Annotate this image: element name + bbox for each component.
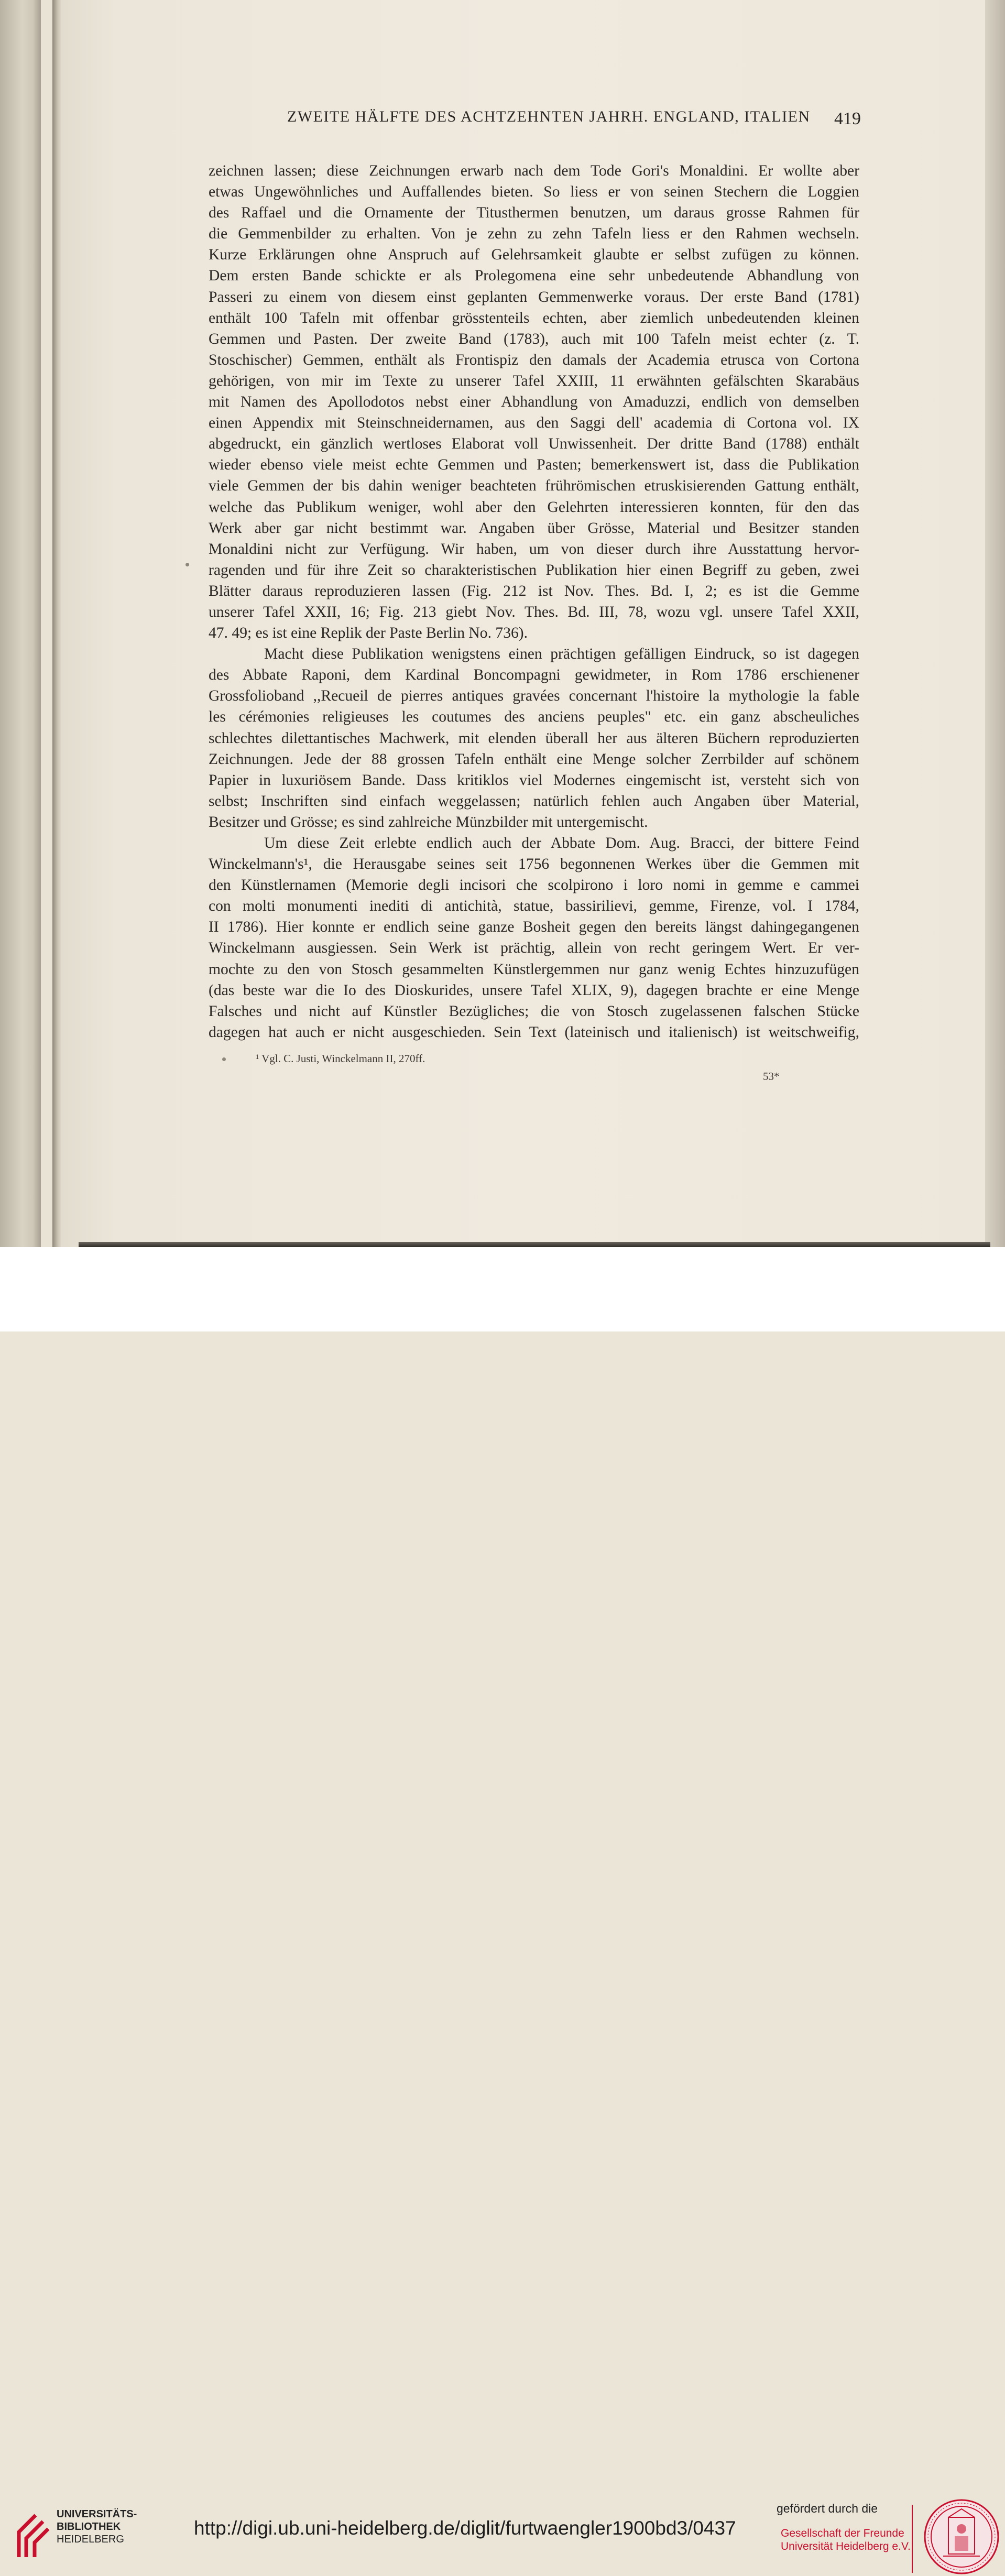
scanned-spread xyxy=(0,0,1005,1247)
text-line: Winckelmann ausgiessen. Sein Werk ist prächtig, allein von recht geringem Wert. Er ver- xyxy=(209,940,859,957)
text-line: ragenden und für ihre Zeit so charakteristischen Publikation hier einen Begriff zu geben, zwei xyxy=(209,561,859,578)
signature-mark: 53* xyxy=(763,1070,780,1083)
text-line: viele Gemmen der bis dahin weniger beachteten frührömischen etruskisierenden Gattung enthält, xyxy=(209,477,859,495)
text-line: schlechtes dilettantisches Machwerk, mit elenden überall her aus älteren Büchern reproduzierten xyxy=(209,729,859,747)
text-line: Gemmen und Pasten. Der zweite Band (1783), auch mit 100 Tafeln meist echter (z. T. xyxy=(209,330,859,347)
permalink-url[interactable]: http://digi.ub.uni-heidelberg.de/diglit/furtwaengler1900bd3/0437 xyxy=(194,2517,736,2539)
text-line: les cérémonies religieuses les coutumes des anciens peuples" etc. ein ganz abscheuliches xyxy=(209,708,859,726)
sponsor-name[interactable] xyxy=(781,2527,911,2553)
sponsor-name-line: Universität Heidelberg e.V. xyxy=(781,2540,911,2552)
page-bottom-edge xyxy=(79,1242,990,1247)
text-line: Blätter daraus reproduzieren lassen (Fig. 212 ist Nov. Thes. Bd. I, 2; es ist die Gemme xyxy=(209,582,859,599)
library-name-line: BIBLIOTHEK xyxy=(57,2521,121,2533)
library-name-line: UNIVERSITÄTS- xyxy=(57,2508,137,2520)
text-line: unserer Tafel XXII, 16; Fig. 213 giebt Nov. Thes. Bd. III, 78, wozu vgl. unsere Tafel XXII, xyxy=(209,603,859,620)
text-line: enthält 100 Tafeln mit offenbar grösstenteils echten, aber ziemlich unbedeutenden kleinen xyxy=(209,309,859,326)
text-line: Besitzer und Grösse; es sind zahlreiche Münzbilder mit untergemischt. xyxy=(209,813,648,831)
body-text xyxy=(209,160,859,1064)
text-line: mochte zu den von Stosch gesammelten Künstlergemmen nur ganz wenig Echtes hinzuzufügen xyxy=(209,960,859,978)
text-line: Papier in luxuriösem Bande. Dass kritiklos viel Modernes eingemischt ist, versteht sich von xyxy=(209,771,859,789)
text-line: (das beste war die Io des Dioskurides, unsere Tafel XLIX, 9), dagegen brachte er eine Menge xyxy=(209,981,859,999)
text-line: Passeri zu einem von diesem einst geplanten Gemmenwerke voraus. Der erste Band (1781) xyxy=(209,288,859,305)
text-line: Dem ersten Bande schickte er als Prolegomena eine sehr unbedeutende Abhandlung von xyxy=(209,267,859,285)
text-line: Grossfolioband ,,Recueil de pierres antiques gravées concernant l'histoire la mythologie la fable xyxy=(209,687,859,705)
text-line: abgedruckt, ein gänzlich wertloses Elaborat voll Unwissenheit. Der dritte Band (1788) enthält xyxy=(209,435,859,453)
page-right-edge xyxy=(985,0,1005,1247)
university-seal-icon[interactable] xyxy=(922,2497,1001,2576)
text-line: etwas Ungewöhnliches und Auffallendes bieten. So liess er von seinen Stechern die Loggien xyxy=(209,183,859,201)
text-line: 47. 49; es ist eine Replik der Paste Berlin No. 736). xyxy=(209,625,528,642)
text-line: Falsches und nicht auf Künstler Bezügliches; die von Stosch zugelassenen falschen Stücke xyxy=(209,1002,859,1020)
text-line: welche das Publikum weniger, wohl aber den Gelehrten interessieren konnten, für den das xyxy=(209,498,859,516)
text-line: Winckelmann's¹, die Herausgabe seines seit 1756 begonnenen Werkes über die Gemmen mit xyxy=(209,856,859,873)
footnote: ¹ Vgl. C. Justi, Winckelmann II, 270ff. xyxy=(256,1052,425,1065)
text-line: II 1786). Hier konnte er endlich seine ganze Bosheit gegen den bereits längst dahingegangenen xyxy=(209,919,859,936)
text-line: Kurze Erklärungen ohne Anspruch auf Gelehrsamkeit glaubte er selbst zufügen zu können. xyxy=(209,246,859,264)
viewer-footer xyxy=(0,1247,1005,2552)
sponsor-name-line: Gesellschaft der Freunde xyxy=(781,2527,904,2539)
page-number: 419 xyxy=(834,109,861,128)
text-line: selbst; Inschriften sind einfach weggelassen; natürlich fehlen auch Angaben über Material, xyxy=(209,792,859,810)
margin-speck xyxy=(222,1057,226,1061)
footer-divider xyxy=(912,2505,913,2573)
library-name-line: HEIDELBERG xyxy=(57,2534,124,2545)
spine-shadow xyxy=(0,0,41,1247)
text-line: zeichnen lassen; diese Zeichnungen erwarb nach dem Tode Gori's Monaldini. Er wollte aber xyxy=(209,162,859,179)
text-line: dagegen hat auch er nicht ausgeschieden. Sein Text (lateinisch und italienisch) ist weitschweifig, xyxy=(209,1023,859,1041)
text-line: Stoschischer) Gemmen, enthält als Frontispiz den damals der Academia etrusca von Cortona xyxy=(209,351,859,368)
text-line: des Raffael und die Ornamente der Titusthermen benutzen, um daraus grosse Rahmen für xyxy=(209,204,859,222)
funded-by-label: gefördert durch die xyxy=(777,2502,878,2515)
text-line: gehörigen, von mir im Texte zu unserer Tafel XXIII, 11 erwähnten gefälschten Skarabäus xyxy=(209,372,859,389)
page-spine-edge xyxy=(52,0,61,1247)
margin-speck xyxy=(185,563,189,566)
text-line: Um diese Zeit erlebte endlich auch der Abbate Dom. Aug. Bracci, der bittere Feind xyxy=(264,835,859,852)
text-line: einen Appendix mit Steinschneidernamen, aus den Saggi dell' academia di Cortona vol. IX xyxy=(209,414,859,432)
text-line: Macht diese Publikation wenigstens einen prächtigen gefälligen Eindruck, so ist dagegen xyxy=(264,646,859,663)
text-line: con molti monumenti inediti di antichità, statue, bassirilievi, gemme, Firenze, vol. I 1784, xyxy=(209,898,859,915)
text-line: des Abbate Raponi, dem Kardinal Boncompagni gewidmeter, in Rom 1786 erschienener xyxy=(209,667,859,684)
text-line: den Künstlernamen (Memorie degli incisori che scolpirono i loro nomi in gemme e cammei xyxy=(209,877,859,894)
text-line: mit Namen des Apollodotos nebst einer Abhandlung von Amaduzzi, endlich von demselben xyxy=(209,394,859,411)
university-library-logo-icon[interactable] xyxy=(14,2512,50,2559)
text-line: die Gemmenbilder zu erhalten. Von je zehn zu zehn Tafeln liess er den Rahmen wechseln. xyxy=(209,225,859,243)
text-line: Zeichnungen. Jede der 88 grossen Tafeln enthält eine Menge solcher Zerrbilder auf schönem xyxy=(209,750,859,768)
text-line: wieder ebenso viele meist echte Gemmen und Pasten; bemerkenswert ist, dass die Publikation xyxy=(209,456,859,474)
running-head: ZWEITE HÄLFTE DES ACHTZEHNTEN JAHRH. ENGLAND, ITALIEN xyxy=(287,108,811,125)
library-name[interactable] xyxy=(57,2508,137,2546)
text-line: Werk aber gar nicht bestimmt war. Angaben über Grösse, Material und Besitzer standen xyxy=(209,519,859,537)
text-line: Monaldini nicht zur Verfügung. Wir haben, um von dieser durch ihre Ausstattung hervor- xyxy=(209,540,859,558)
